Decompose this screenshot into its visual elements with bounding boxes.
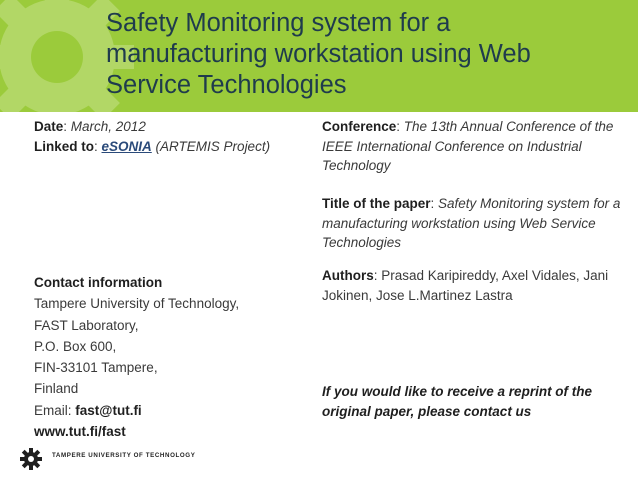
address-line: FAST Laboratory, — [34, 317, 139, 333]
title-line: Service Technologies — [106, 71, 347, 99]
title-line: Safety Monitoring system for a — [106, 9, 451, 37]
esonia-link[interactable]: eSONIA — [101, 138, 152, 154]
email-line — [34, 400, 239, 421]
title-line: manufacturing workstation using Web — [106, 40, 531, 68]
reprint-note: If you would like to receive a reprint of the original paper, please contact us — [322, 384, 593, 419]
tut-gear-logo-icon — [18, 446, 168, 472]
address-line: Tampere University of Technology, — [34, 296, 240, 312]
paper-title-label: Title of the paper — [322, 196, 431, 211]
email-link[interactable]: fast@tut.fi — [75, 402, 142, 418]
linked-label: Linked to — [34, 138, 94, 154]
contact-block — [34, 272, 239, 442]
slide-title — [106, 8, 626, 101]
date-line: Date: March, 2012 — [34, 119, 146, 134]
website-link[interactable]: www.tut.fi/fast — [34, 424, 126, 440]
date-value: March, 2012 — [70, 119, 146, 134]
left-meta — [34, 117, 270, 156]
authors-block: Authors: Prasad Karipireddy, Axel Vidales, Jani Jokinen, Jose L.Martinez Lastra — [322, 268, 609, 303]
linked-suffix: (ARTEMIS Project) — [155, 138, 271, 154]
email-label: Email: — [34, 402, 72, 418]
footer-logo-text: TAMPERE UNIVERSITY OF TECHNOLOGY — [52, 452, 196, 459]
address-line: P.O. Box 600, — [34, 338, 117, 354]
conference-block: Conference: The 13th Annual Conference of the IEEE International Conference on Industrial Technology — [322, 119, 614, 173]
linked-line: Linked to: eSONIA (ARTEMIS Project) — [34, 138, 271, 154]
paper-title-block: Title of the paper: Safety Monitoring system for a manufacturing workstation using Web Service Technologies — [322, 196, 621, 250]
header-banner — [0, 0, 638, 112]
conference-value: The 13th Annual Conference of the IEEE International Conference on Industrial Technology — [322, 119, 614, 173]
authors-value: Prasad Karipireddy, Axel Vidales, Jani Jokinen, Jose L.Martinez Lastra — [322, 268, 609, 303]
conference-label: Conference — [322, 119, 397, 134]
authors-label: Authors — [322, 268, 374, 283]
address-line: Finland — [34, 381, 79, 397]
date-label: Date — [34, 119, 64, 134]
paper-title-value: Safety Monitoring system for a manufacturing workstation using Web Service Technologies — [322, 196, 621, 250]
address-line: FIN-33101 Tampere, — [34, 360, 158, 376]
contact-heading: Contact information — [34, 275, 163, 290]
